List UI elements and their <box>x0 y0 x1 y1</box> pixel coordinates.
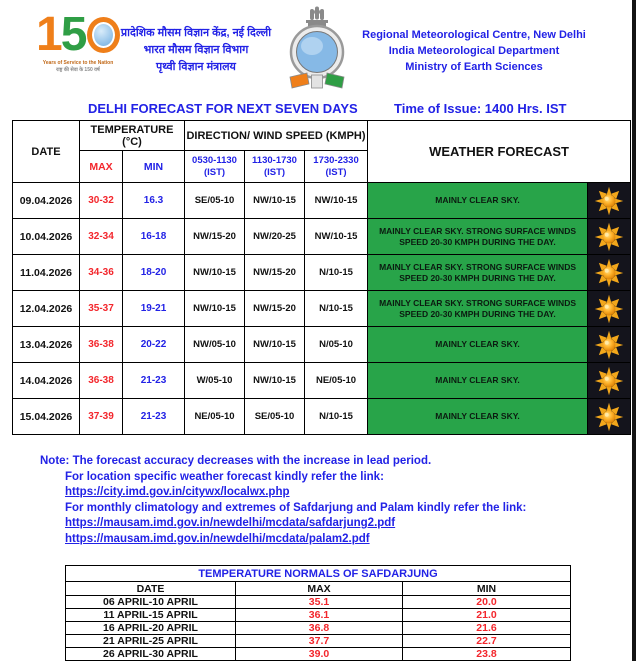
normals-row <box>66 609 571 622</box>
imd-emblem-icon <box>288 5 346 97</box>
date-cell: 11.04.2026 <box>13 255 80 291</box>
wind-slot3-cell: N/10-15 <box>305 291 368 327</box>
sun-icon <box>594 186 624 216</box>
wind-slot2-cell: SE/05-10 <box>245 399 305 435</box>
normals-date-cell: 26 APRIL-30 APRIL <box>66 648 236 661</box>
sun-icon <box>594 258 624 288</box>
weather-forecast-cell: MAINLY CLEAR SKY. STRONG SURFACE WINDS SPEED 20-30 KMPH DURING THE DAY. <box>368 255 588 291</box>
weather-forecast-cell: MAINLY CLEAR SKY. <box>368 399 588 435</box>
sun-icon <box>594 294 624 324</box>
note-section <box>40 454 526 547</box>
min-temp-cell: 21-23 <box>123 399 185 435</box>
wind-slot2-cell: NW/10-15 <box>245 183 305 219</box>
wind-slot1-cell: SE/05-10 <box>185 183 245 219</box>
normals-min-cell: 20.0 <box>403 596 571 609</box>
link-localwx[interactable]: https://city.imd.gov.in/citywx/localwx.php <box>65 486 290 498</box>
sun-icon <box>594 222 624 252</box>
normals-min-cell: 21.6 <box>403 622 571 635</box>
col-header-temperature: TEMPERATURE (°C) <box>80 121 185 151</box>
wind-slot3-cell: NW/10-15 <box>305 183 368 219</box>
col-header-min: MIN <box>123 151 185 183</box>
weather-forecast-cell: MAINLY CLEAR SKY. <box>368 183 588 219</box>
normals-min-cell: 21.0 <box>403 609 571 622</box>
wind-slot2-cell: NW/10-15 <box>245 327 305 363</box>
hindi-line-1: प्रादेशिक मौसम विज्ञान केंद्र, नई दिल्ली <box>120 27 272 39</box>
forecast-row <box>13 255 631 291</box>
min-temp-cell: 16-18 <box>123 219 185 255</box>
weather-forecast-cell: MAINLY CLEAR SKY. <box>368 363 588 399</box>
date-cell: 12.04.2026 <box>13 291 80 327</box>
note-line-2: For location specific weather forecast kindly refer the link: <box>65 470 384 483</box>
logo-caption-hindi: राष्ट्र की सेवा के 150 वर्ष <box>56 67 100 73</box>
page-edge <box>632 0 636 661</box>
hindi-org-block <box>106 25 286 76</box>
normals-max-cell: 39.0 <box>236 648 403 661</box>
normals-row <box>66 635 571 648</box>
normals-header-max: MAX <box>236 582 403 596</box>
max-temp-cell: 30-32 <box>80 183 123 219</box>
weather-icon-cell <box>588 219 631 255</box>
normals-header-date: DATE <box>66 582 236 596</box>
normals-min-cell: 23.8 <box>403 648 571 661</box>
sun-icon <box>594 402 624 432</box>
date-cell: 14.04.2026 <box>13 363 80 399</box>
wind-slot1-cell: W/05-10 <box>185 363 245 399</box>
forecast-row <box>13 363 631 399</box>
normals-date-cell: 16 APRIL-20 APRIL <box>66 622 236 635</box>
wind-slot2-cell: NW/15-20 <box>245 255 305 291</box>
max-temp-cell: 37-39 <box>80 399 123 435</box>
wind-slot1-cell: NW/10-15 <box>185 255 245 291</box>
weather-forecast-cell: MAINLY CLEAR SKY. STRONG SURFACE WINDS SPEED 20-30 KMPH DURING THE DAY. <box>368 291 588 327</box>
date-cell: 09.04.2026 <box>13 183 80 219</box>
forecast-table <box>12 120 631 435</box>
date-cell: 15.04.2026 <box>13 399 80 435</box>
slot-1-time: 0530-1130 <box>192 154 237 166</box>
min-temp-cell: 19-21 <box>123 291 185 327</box>
date-cell: 10.04.2026 <box>13 219 80 255</box>
wind-slot1-cell: NW/10-15 <box>185 291 245 327</box>
normals-row <box>66 596 571 609</box>
max-temp-cell: 36-38 <box>80 363 123 399</box>
weather-icon-cell <box>588 183 631 219</box>
col-header-slot-1 <box>185 151 245 183</box>
normals-date-cell: 11 APRIL-15 APRIL <box>66 609 236 622</box>
sun-icon <box>594 330 624 360</box>
normals-row <box>66 622 571 635</box>
wind-slot2-cell: NW/20-25 <box>245 219 305 255</box>
hindi-line-3: पृथ्वी विज्ञान मंत्रालय <box>156 61 236 73</box>
issue-time: Time of Issue: 1400 Hrs. IST <box>394 101 567 116</box>
min-temp-cell: 18-20 <box>123 255 185 291</box>
slot-3-tz: (IST) <box>325 166 347 178</box>
normals-max-cell: 36.8 <box>236 622 403 635</box>
logo-digit-5: 5 <box>60 8 86 61</box>
col-header-date: DATE <box>13 121 80 183</box>
wind-slot2-cell: NW/10-15 <box>245 363 305 399</box>
org-line-2: India Meteorological Department <box>388 45 560 57</box>
normals-date-cell: 21 APRIL-25 APRIL <box>66 635 236 648</box>
forecast-row <box>13 219 631 255</box>
wind-slot3-cell: N/10-15 <box>305 255 368 291</box>
page-title: DELHI FORECAST FOR NEXT SEVEN DAYS <box>88 101 358 116</box>
note-line-3: For monthly climatology and extremes of Safdarjung and Palam kindly refer the link: <box>65 501 527 514</box>
hindi-line-2: भारत मौसम विज्ञान विभाग <box>143 44 249 56</box>
wind-slot3-cell: NE/05-10 <box>305 363 368 399</box>
sun-icon <box>594 366 624 396</box>
slot-1-tz: (IST) <box>203 166 226 178</box>
slot-2-time: 1130-1730 <box>252 154 297 166</box>
english-org-block <box>348 27 600 75</box>
col-header-slot-2 <box>245 151 305 183</box>
forecast-row <box>13 399 631 435</box>
note-text: The forecast accuracy decreases with the increase in lead period. <box>72 455 432 467</box>
note-line-1 <box>40 454 526 470</box>
forecast-row <box>13 291 631 327</box>
link-safdarjung-pdf[interactable]: https://mausam.imd.gov.in/newdelhi/mcdata/safdarjung2.pdf <box>65 517 396 529</box>
normals-max-cell: 36.1 <box>236 609 403 622</box>
col-header-weather: WEATHER FORECAST <box>368 121 631 183</box>
weather-forecast-cell: MAINLY CLEAR SKY. STRONG SURFACE WINDS SPEED 20-30 KMPH DURING THE DAY. <box>368 219 588 255</box>
wind-slot3-cell: N/05-10 <box>305 327 368 363</box>
max-temp-cell: 36-38 <box>80 327 123 363</box>
slot-2-tz: (IST) <box>263 166 286 178</box>
note-label: Note: <box>40 455 70 467</box>
logo-caption: Years of Service to the Nation <box>42 60 114 66</box>
wind-slot1-cell: NW/05-10 <box>185 327 245 363</box>
max-temp-cell: 35-37 <box>80 291 123 327</box>
link-palam-pdf[interactable]: https://mausam.imd.gov.in/newdelhi/mcdata/palam2.pdf <box>65 532 370 545</box>
date-cell: 13.04.2026 <box>13 327 80 363</box>
wind-slot3-cell: NW/10-15 <box>305 219 368 255</box>
logo-digit-1: 1 <box>36 8 61 61</box>
weather-forecast-cell: MAINLY CLEAR SKY. <box>368 327 588 363</box>
wind-slot3-cell: N/10-15 <box>305 399 368 435</box>
min-temp-cell: 21-23 <box>123 363 185 399</box>
max-temp-cell: 34-36 <box>80 255 123 291</box>
col-header-max: MAX <box>80 151 123 183</box>
normals-min-cell: 22.7 <box>403 635 571 648</box>
weather-icon-cell <box>588 255 631 291</box>
min-temp-cell: 20-22 <box>123 327 185 363</box>
org-line-3: Ministry of Earth Sciences <box>405 61 543 73</box>
min-temp-cell: 16.3 <box>123 183 185 219</box>
wind-slot2-cell: NW/15-20 <box>245 291 305 327</box>
slot-3-time: 1730-2330 <box>313 154 359 166</box>
normals-row <box>66 648 571 661</box>
wind-slot1-cell: NW/15-20 <box>185 219 245 255</box>
weather-icon-cell <box>588 399 631 435</box>
weather-icon-cell <box>588 363 631 399</box>
normals-max-cell: 35.1 <box>236 596 403 609</box>
forecast-row <box>13 183 631 219</box>
normals-max-cell: 37.7 <box>236 635 403 648</box>
max-temp-cell: 32-34 <box>80 219 123 255</box>
weather-icon-cell <box>588 327 631 363</box>
wind-slot1-cell: NE/05-10 <box>185 399 245 435</box>
normals-header-min: MIN <box>403 582 571 596</box>
col-header-wind: DIRECTION/ WIND SPEED (KMPH) <box>185 121 368 151</box>
normals-date-cell: 06 APRIL-10 APRIL <box>66 596 236 609</box>
normals-title: TEMPERATURE NORMALS OF SAFDARJUNG <box>66 566 571 582</box>
col-header-slot-3 <box>305 151 368 183</box>
org-line-1: Regional Meteorological Centre, New Delhi <box>362 29 586 41</box>
weather-icon-cell <box>588 291 631 327</box>
normals-table <box>65 565 571 661</box>
forecast-row <box>13 327 631 363</box>
